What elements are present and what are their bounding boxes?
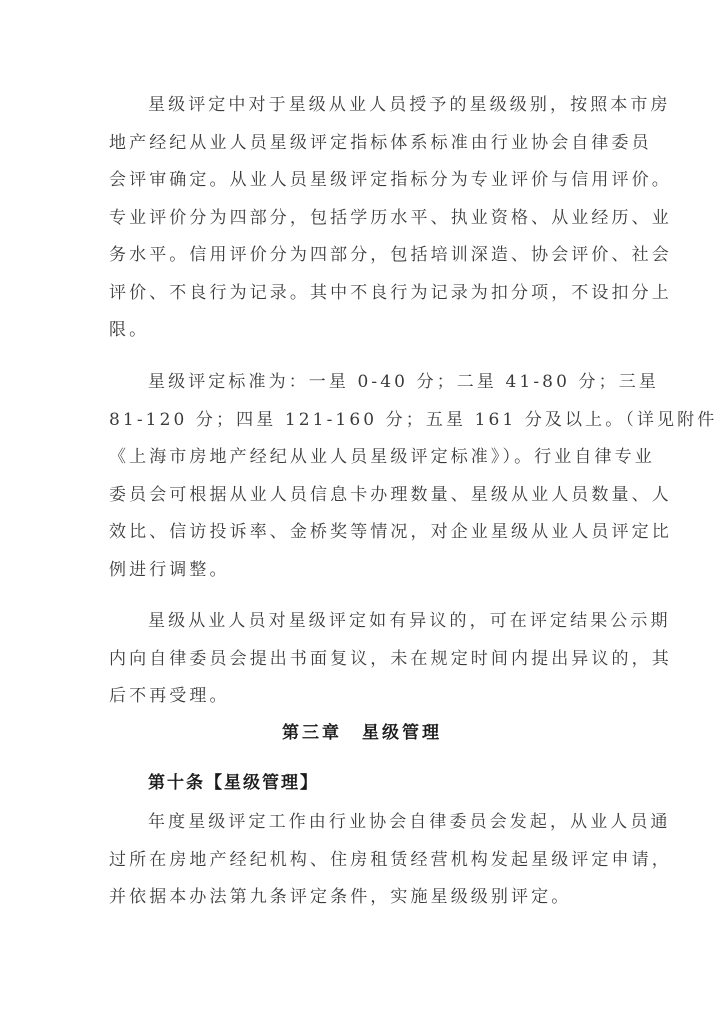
text-line: 星级评定标准为：一星 0-40 分；二星 41-80 分；三星 bbox=[148, 372, 659, 392]
chapter-heading: 第三章 星级管理 bbox=[282, 723, 442, 743]
text-line: 内向自律委员会提出书面复议，未在规定时间内提出异议的，其 bbox=[109, 649, 672, 669]
text-line: 效比、信访投诉率、金桥奖等情况，对企业星级从业人员评定比 bbox=[109, 522, 672, 542]
text-line: 81-120 分；四星 121-160 分；五星 161 分及以上。（详见附件 bbox=[109, 410, 718, 430]
text-line: 评价、不良行为记录。其中不良行为记录为扣分项，不设扣分上 bbox=[109, 283, 672, 303]
text-line: 务水平。信用评价分为四部分，包括培训深造、协会评价、社会 bbox=[109, 245, 672, 265]
text-line: 星级从业人员对星级评定如有异议的，可在评定结果公示期 bbox=[148, 611, 671, 631]
text-line: 后不再受理。 bbox=[109, 686, 230, 706]
text-line: 限。 bbox=[109, 320, 150, 340]
text-line: 《上海市房地产经纪从业人员星级评定标准》）。行业自律专业 bbox=[109, 447, 655, 467]
text-line: 年度星级评定工作由行业协会自律委员会发起，从业人员通 bbox=[148, 812, 671, 832]
text-line: 会评审确定。从业人员星级评定指标分为专业评价与信用评价。 bbox=[109, 170, 672, 190]
text-line: 例进行调整。 bbox=[109, 560, 230, 580]
article-heading: 第十条【星级管理】 bbox=[148, 773, 319, 793]
text-line: 委员会可根据从业人员信息卡办理数量、星级从业人员数量、人 bbox=[109, 485, 672, 505]
text-line: 过所在房地产经纪机构、住房租赁经营机构发起星级评定申请， bbox=[109, 850, 672, 870]
text-line: 地产经纪从业人员星级评定指标体系标准由行业协会自律委员 bbox=[109, 133, 652, 153]
text-line: 专业评价分为四部分，包括学历水平、执业资格、从业经历、业 bbox=[109, 208, 672, 228]
text-line: 并依据本办法第九条评定条件，实施星级级别评定。 bbox=[109, 887, 572, 907]
text-line: 星级评定中对于星级从业人员授予的星级级别，按照本市房 bbox=[148, 95, 671, 115]
